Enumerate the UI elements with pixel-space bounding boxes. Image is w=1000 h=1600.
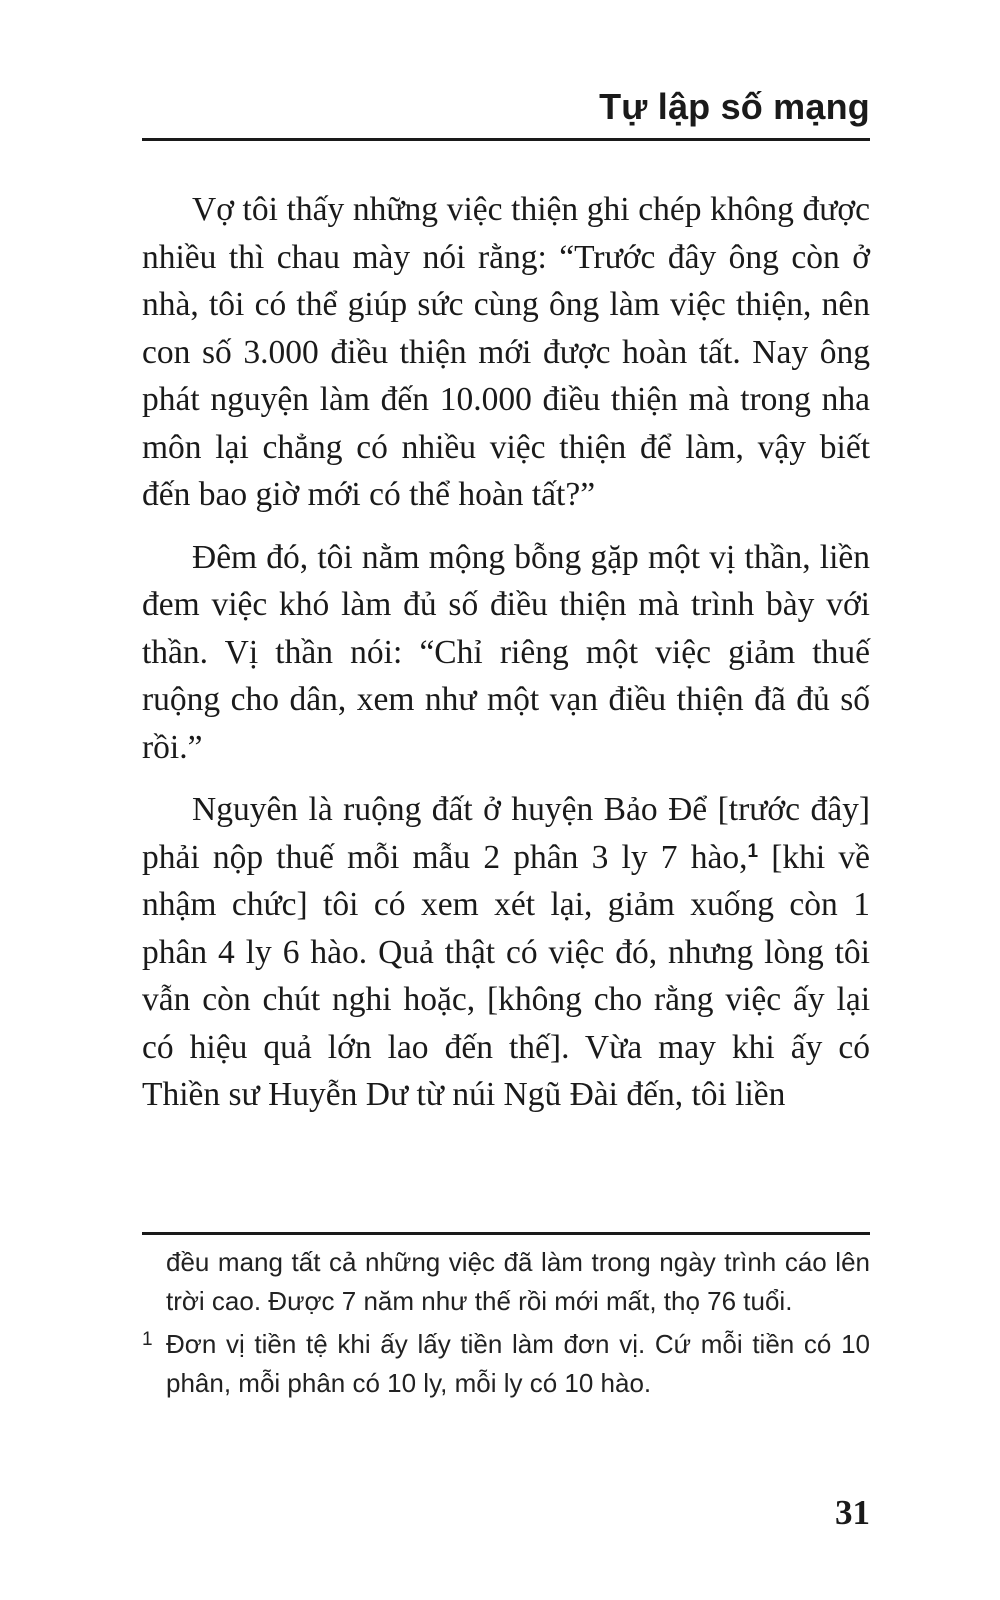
paragraph-3-text-end: [khi về nhậm chức] tôi có xem xét lại, giảm xuống còn 1 phân 4 ly 6 hào. Quả thật có việc đó, nhưng lòng tôi vẫn còn chút nghi hoặc, [không cho rằng việc ấy lại có hiệu quả lớn lao đến thế]. Vừa may khi ấy có Thiền sư Huyễn Dư từ núi Ngũ Đài đến, tôi liền (142, 838, 870, 1113)
paragraph-3 (142, 786, 870, 1119)
footnote-reference-1: 1 (747, 840, 759, 862)
footnotes (142, 1243, 870, 1402)
running-title: Tự lập số mạng (599, 86, 870, 127)
body-text (142, 186, 870, 1119)
footnote-1 (142, 1325, 870, 1402)
footnote-continued: đều mang tất cả những việc đã làm trong ngày trình cáo lên trời cao. Được 7 năm như thế rồi mới mất, thọ 76 tuổi. (166, 1247, 870, 1316)
footnote-divider (142, 1232, 870, 1235)
page-number: 31 (835, 1493, 870, 1532)
footnote-1-text: Đơn vị tiền tệ khi ấy lấy tiền làm đơn vị. Cứ mỗi tiền có 10 phân, mỗi phân có 10 ly, mỗi ly có 10 hào. (166, 1329, 870, 1398)
paragraph-1: Vợ tôi thấy những việc thiện ghi chép không được nhiều thì chau mày nói rằng: “Trước đây ông còn ở nhà, tôi có thể giúp sức cùng ông làm việc thiện, nên con số 3.000 điều thiện mới được hoàn tất. Nay ông phát nguyện làm đến 10.000 điều thiện mà trong nha môn lại chẳng có nhiều việc thiện để làm, vậy biết đến bao giờ mới có thể hoàn tất?” (142, 191, 870, 513)
footnote-1-number: 1 (142, 1329, 153, 1350)
paragraph-2: Đêm đó, tôi nằm mộng bỗng gặp một vị thần, liền đem việc khó làm đủ số điều thiện mà trình bày với thần. Vị thần nói: “Chỉ riêng một việc giảm thuế ruộng cho dân, xem như một vạn điều thiện đã đủ số rồi.” (142, 538, 870, 766)
page-header (142, 72, 870, 141)
paragraph-3-text-start: Nguyên là ruộng đất ở huyện Bảo Để [trước đây] phải nộp thuế mỗi mẫu 2 phân 3 ly 7 hào, (142, 791, 870, 876)
